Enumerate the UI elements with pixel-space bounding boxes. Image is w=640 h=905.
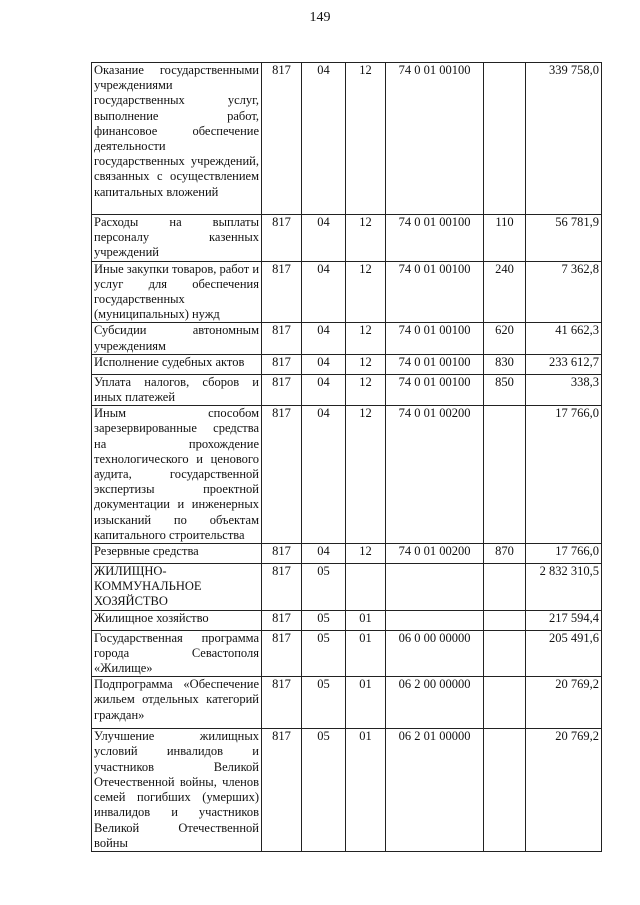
cell-vedomstvo: 817 — [262, 406, 302, 544]
row-name: Оказание государственными учреждениями государственных услуг, выполнение работ, финансовое обеспечение деятельности государственных учреждений, связанных с осуществлением капитальных вложений — [92, 63, 262, 215]
row-name: Расходы на выплаты персоналу казенных учреждений — [92, 215, 262, 262]
table-row — [92, 610, 602, 630]
row-name: Уплата налогов, сборов и иных платежей — [92, 374, 262, 405]
cell-expense-type: 110 — [484, 215, 526, 262]
cell-vedomstvo: 817 — [262, 323, 302, 354]
cell-vedomstvo: 817 — [262, 544, 302, 564]
cell-target-article: 06 0 00 00000 — [386, 630, 484, 677]
cell-sum: 56 781,9 — [526, 215, 602, 262]
row-name: Государственная программа города Севастополя «Жилище» — [92, 630, 262, 677]
cell-podrazdel — [346, 564, 386, 611]
cell-expense-type — [484, 610, 526, 630]
row-name: Иным способом зарезервированные средства на прохождение технологического и ценового аудита, государственной экспертизы проектной документации и инженерных изысканий по объектам капитального строительства — [92, 406, 262, 544]
cell-razdel: 04 — [302, 215, 346, 262]
cell-vedomstvo: 817 — [262, 374, 302, 405]
cell-sum: 233 612,7 — [526, 354, 602, 374]
cell-target-article: 74 0 01 00200 — [386, 406, 484, 544]
cell-vedomstvo: 817 — [262, 215, 302, 262]
page-number: 149 — [309, 10, 331, 25]
cell-target-article: 06 2 00 00000 — [386, 677, 484, 729]
cell-sum: 17 766,0 — [526, 406, 602, 544]
cell-expense-type — [484, 630, 526, 677]
table-row — [92, 354, 602, 374]
cell-expense-type — [484, 677, 526, 729]
table-row — [92, 63, 602, 215]
cell-target-article: 06 2 01 00000 — [386, 729, 484, 852]
row-name: Исполнение судебных актов — [92, 354, 262, 374]
cell-expense-type — [484, 564, 526, 611]
table-row — [92, 677, 602, 729]
cell-target-article: 74 0 01 00200 — [386, 544, 484, 564]
row-name: Иные закупки товаров, работ и услуг для обеспечения государственных (муниципальных) нужд — [92, 261, 262, 323]
cell-razdel: 04 — [302, 63, 346, 215]
cell-expense-type: 850 — [484, 374, 526, 405]
cell-razdel: 04 — [302, 544, 346, 564]
cell-razdel: 04 — [302, 261, 346, 323]
cell-vedomstvo: 817 — [262, 354, 302, 374]
cell-vedomstvo: 817 — [262, 63, 302, 215]
table-row — [92, 406, 602, 544]
cell-razdel: 05 — [302, 564, 346, 611]
cell-vedomstvo: 817 — [262, 610, 302, 630]
cell-podrazdel: 01 — [346, 729, 386, 852]
cell-podrazdel: 12 — [346, 323, 386, 354]
cell-podrazdel: 12 — [346, 261, 386, 323]
cell-target-article: 74 0 01 00100 — [386, 354, 484, 374]
cell-target-article: 74 0 01 00100 — [386, 323, 484, 354]
table-row — [92, 630, 602, 677]
cell-sum: 20 769,2 — [526, 677, 602, 729]
cell-sum: 17 766,0 — [526, 544, 602, 564]
cell-razdel: 04 — [302, 406, 346, 544]
table-row — [92, 544, 602, 564]
cell-sum: 41 662,3 — [526, 323, 602, 354]
row-name: ЖИЛИЩНО-КОММУНАЛЬНОЕ ХОЗЯЙСТВО — [92, 564, 262, 611]
row-name: Улучшение жилищных условий инвалидов и участников Великой Отечественной войны, членов семей погибших (умерших) инвалидов и участников Великой Отечественной войны — [92, 729, 262, 852]
cell-razdel: 05 — [302, 610, 346, 630]
cell-sum: 2 832 310,5 — [526, 564, 602, 611]
table-row — [92, 323, 602, 354]
cell-podrazdel: 12 — [346, 406, 386, 544]
cell-sum: 339 758,0 — [526, 63, 602, 215]
cell-expense-type — [484, 729, 526, 852]
row-name: Резервные средства — [92, 544, 262, 564]
cell-razdel: 04 — [302, 374, 346, 405]
cell-vedomstvo: 817 — [262, 630, 302, 677]
cell-vedomstvo: 817 — [262, 261, 302, 323]
cell-razdel: 05 — [302, 630, 346, 677]
cell-target-article: 74 0 01 00100 — [386, 215, 484, 262]
cell-expense-type: 870 — [484, 544, 526, 564]
cell-sum: 217 594,4 — [526, 610, 602, 630]
cell-podrazdel: 12 — [346, 354, 386, 374]
cell-podrazdel: 12 — [346, 544, 386, 564]
cell-vedomstvo: 817 — [262, 729, 302, 852]
cell-expense-type: 830 — [484, 354, 526, 374]
cell-target-article — [386, 564, 484, 611]
cell-sum: 20 769,2 — [526, 729, 602, 852]
cell-vedomstvo: 817 — [262, 677, 302, 729]
table-row — [92, 374, 602, 405]
cell-razdel: 04 — [302, 323, 346, 354]
budget-table — [91, 62, 602, 852]
cell-podrazdel: 12 — [346, 215, 386, 262]
cell-razdel: 05 — [302, 729, 346, 852]
cell-razdel: 04 — [302, 354, 346, 374]
row-name: Подпрограмма «Обеспечение жильем отдельных категорий граждан» — [92, 677, 262, 729]
cell-target-article — [386, 610, 484, 630]
cell-sum: 338,3 — [526, 374, 602, 405]
table-row — [92, 215, 602, 262]
cell-razdel: 05 — [302, 677, 346, 729]
cell-expense-type: 620 — [484, 323, 526, 354]
row-name: Жилищное хозяйство — [92, 610, 262, 630]
cell-expense-type — [484, 63, 526, 215]
table-row — [92, 729, 602, 852]
table-row — [92, 564, 602, 611]
cell-podrazdel: 01 — [346, 610, 386, 630]
cell-podrazdel: 01 — [346, 630, 386, 677]
cell-podrazdel: 01 — [346, 677, 386, 729]
cell-target-article: 74 0 01 00100 — [386, 63, 484, 215]
row-name: Субсидии автономным учреждениям — [92, 323, 262, 354]
cell-vedomstvo: 817 — [262, 564, 302, 611]
cell-podrazdel: 12 — [346, 374, 386, 405]
table-body — [92, 63, 602, 852]
cell-target-article: 74 0 01 00100 — [386, 261, 484, 323]
cell-sum: 7 362,8 — [526, 261, 602, 323]
cell-expense-type: 240 — [484, 261, 526, 323]
cell-target-article: 74 0 01 00100 — [386, 374, 484, 405]
cell-podrazdel: 12 — [346, 63, 386, 215]
cell-expense-type — [484, 406, 526, 544]
cell-sum: 205 491,6 — [526, 630, 602, 677]
table-row — [92, 261, 602, 323]
